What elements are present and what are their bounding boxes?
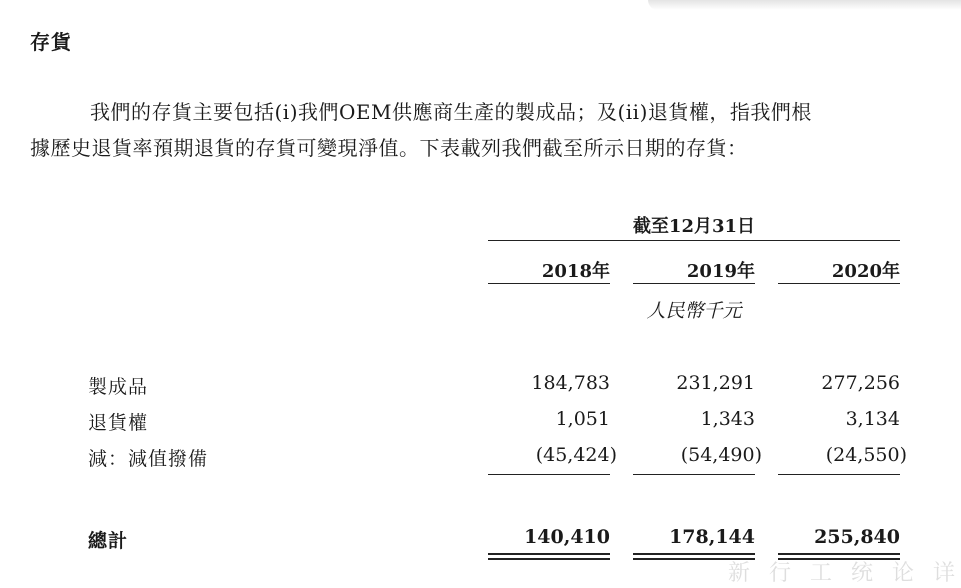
cell-right-of-return-2020: 3,134 <box>845 408 900 430</box>
year-rule-2018 <box>488 283 610 284</box>
cell-finished-goods-2018: 184,783 <box>531 372 610 394</box>
subtotal-rule-2019 <box>633 474 755 475</box>
cell-total-2020: 255,840 <box>814 526 900 548</box>
period-header: 截至12月31日 <box>632 216 756 237</box>
page-corner-shadow <box>648 0 961 10</box>
row-label-impairment-provision: 減：減值撥備 <box>88 448 209 470</box>
cell-impairment-provision-2020: (24,550) <box>825 444 907 466</box>
paragraph-line-1: 我們的存貨主要包括(i)我們OEM供應商生產的製成品；及(ii)退貨權，指我們根 <box>90 100 812 124</box>
row-label-finished-goods: 製成品 <box>88 376 149 398</box>
cell-finished-goods-2020: 277,256 <box>821 372 900 394</box>
cell-total-2018: 140,410 <box>524 526 610 548</box>
section-title: 存貨 <box>30 30 72 54</box>
cell-right-of-return-2019: 1,343 <box>700 408 755 430</box>
year-header-2019: 2019年 <box>686 261 755 282</box>
paragraph-line-2: 據歷史退貨率預期退貨的存貨可變現淨值。下表載列我們截至所示日期的存貨： <box>30 136 748 160</box>
cell-impairment-provision-2019: (54,490) <box>680 444 762 466</box>
row-label-total: 總計 <box>88 530 129 552</box>
period-header-rule <box>488 240 900 241</box>
cell-impairment-provision-2018: (45,424) <box>535 444 617 466</box>
subtotal-rule-2020 <box>778 474 900 475</box>
year-rule-2019 <box>633 283 755 284</box>
watermark-text: 新 行 工 统 论 详 <box>728 561 961 586</box>
total-double-rule-2018 <box>488 553 610 560</box>
year-rule-2020 <box>778 283 900 284</box>
cell-finished-goods-2019: 231,291 <box>676 372 755 394</box>
cell-total-2019: 178,144 <box>669 526 755 548</box>
year-header-2018: 2018年 <box>541 261 610 282</box>
inventory-paragraph <box>30 94 910 166</box>
year-header-2020: 2020年 <box>831 261 900 282</box>
row-label-right-of-return: 退貨權 <box>88 412 149 434</box>
cell-right-of-return-2018: 1,051 <box>555 408 610 430</box>
currency-label: 人民幣千元 <box>646 300 742 322</box>
subtotal-rule-2018 <box>488 474 610 475</box>
